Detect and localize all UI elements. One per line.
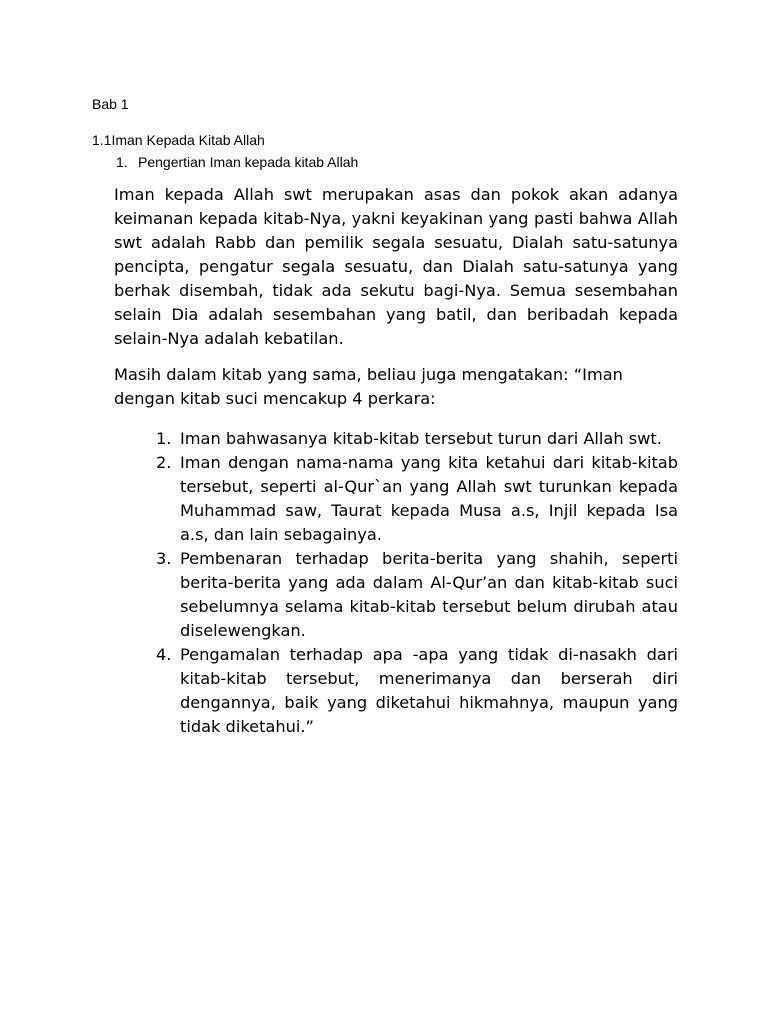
subsection-heading: [116, 153, 358, 171]
list-item: [156, 643, 678, 739]
list-item-number: 3.: [156, 549, 172, 568]
list-item-text: Iman bahwasanya kitab-kitab tersebut turun dari Allah swt.: [180, 429, 662, 448]
list-item-number: 1.: [156, 429, 172, 448]
list-item-text: Pembenaran terhadap berita-berita yang shahih, seperti berita-berita yang ada dalam Al-Qur’an dan kitab-kitab suci sebelumnya selama kitab-kitab tersebut belum dirubah atau diselewengkan.: [180, 549, 678, 640]
list-item: [156, 451, 678, 547]
paragraph: Masih dalam kitab yang sama, beliau juga mengatakan: “Iman dengan kitab suci mencakup 4 perkara:: [114, 365, 623, 408]
subsection-number: 1.: [116, 154, 128, 170]
section-heading: 1.1Iman Kepada Kitab Allah: [92, 132, 265, 148]
list-item-text: Pengamalan terhadap apa -apa yang tidak di-nasakh dari kitab-kitab tersebut, menerimanya dan berserah diri dengannya, baik yang diketahui hikmahnya, maupun yang tidak diketahui.”: [180, 645, 678, 736]
paragraph: Iman kepada Allah swt merupakan asas dan pokok akan adanya keimanan kepada kitab-Nya, yakni keyakinan yang pasti bahwa Allah swt adalah Rabb dan pemilik segala sesuatu, Dialah satu-satunya pencipta, pengatur segala sesuatu, dan Dialah satu-satunya yang berhak disembah, tidak ada sekutu bagi-Nya. Semua sesembahan selain Dia adalah sesembahan yang batil, dan beribadah kepada selain-Nya adalah kebatilan.: [114, 185, 678, 348]
numbered-list: [156, 427, 678, 739]
subsection-title: Pengertian Iman kepada kitab Allah: [138, 154, 359, 170]
list-item-number: 4.: [156, 645, 172, 664]
chapter-heading: Bab 1: [92, 96, 129, 112]
list-item-number: 2.: [156, 453, 172, 472]
list-item: [156, 427, 678, 451]
list-item-text: Iman dengan nama-nama yang kita ketahui dari kitab-kitab tersebut, seperti al-Qur`an yang Allah swt turunkan kepada Muhammad saw, Taurat kepada Musa a.s, Injil kepada Isa a.s, dan lain sebagainya.: [180, 453, 678, 544]
list-item: [156, 547, 678, 643]
